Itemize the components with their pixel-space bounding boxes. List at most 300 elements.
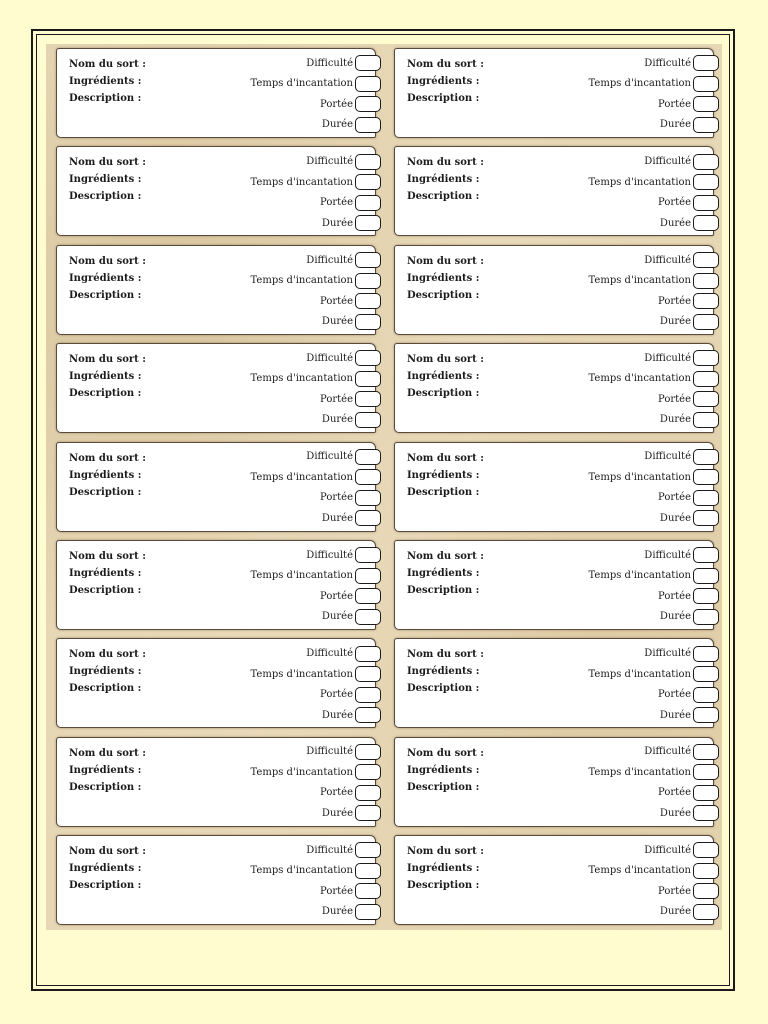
spell-card-cell — [46, 44, 384, 142]
spell-name-label: Nom du sort : — [69, 550, 146, 562]
spell-name-label: Nom du sort : — [407, 255, 484, 267]
casting-time-row — [513, 172, 713, 193]
duration-box[interactable] — [693, 707, 719, 723]
ingredients-label: Ingrédients : — [69, 469, 142, 481]
spell-name-label: Nom du sort : — [407, 747, 484, 759]
casting-time-label: Temps d'incantation — [250, 373, 353, 385]
difficulty-row — [175, 348, 375, 369]
casting-time-box[interactable] — [693, 863, 719, 879]
difficulty-box[interactable] — [693, 55, 719, 71]
spell-card-left-labels — [407, 745, 484, 796]
spell-card-cell — [46, 536, 384, 634]
duration-box[interactable] — [355, 707, 381, 723]
casting-time-label: Temps d'incantation — [588, 570, 691, 582]
spell-card-right-fields — [513, 447, 713, 529]
spell-card-right-fields — [175, 151, 375, 233]
spell-card-grid — [46, 44, 722, 930]
duration-row — [175, 410, 375, 431]
casting-time-row — [513, 861, 713, 882]
casting-time-box[interactable] — [693, 764, 719, 780]
casting-time-label: Temps d'incantation — [588, 766, 691, 778]
casting-time-box[interactable] — [693, 469, 719, 485]
range-row — [513, 192, 713, 213]
casting-time-label: Temps d'incantation — [250, 766, 353, 778]
range-row — [513, 881, 713, 902]
difficulty-label: Difficulté — [644, 156, 691, 168]
spell-card-cell — [384, 536, 722, 634]
spell-name-label: Nom du sort : — [69, 747, 146, 759]
duration-row — [175, 606, 375, 627]
casting-time-box[interactable] — [355, 273, 381, 289]
range-box[interactable] — [693, 195, 719, 211]
difficulty-row — [513, 348, 713, 369]
description-label: Description : — [69, 93, 142, 104]
description-label: Description : — [69, 584, 142, 596]
duration-box[interactable] — [693, 805, 719, 821]
range-label: Portée — [320, 492, 353, 504]
casting-time-box[interactable] — [693, 174, 719, 190]
spell-card-cell — [384, 831, 722, 929]
duration-box[interactable] — [693, 510, 719, 526]
difficulty-box[interactable] — [693, 154, 719, 170]
difficulty-box[interactable] — [693, 350, 719, 366]
duration-box[interactable] — [693, 412, 719, 428]
casting-time-box[interactable] — [693, 371, 719, 387]
spell-card-cell — [384, 44, 722, 142]
difficulty-row — [175, 250, 375, 271]
casting-time-row — [175, 172, 375, 193]
spell-name-label: Nom du sort : — [69, 846, 146, 858]
range-label: Portée — [658, 98, 691, 110]
casting-time-box[interactable] — [693, 273, 719, 289]
duration-label: Durée — [659, 906, 691, 918]
ingredients-label: Ingrédients : — [69, 764, 142, 776]
casting-time-label: Temps d'incantation — [588, 275, 691, 287]
casting-time-box[interactable] — [693, 76, 719, 92]
ingredients-label: Ingrédients : — [69, 863, 142, 875]
spell-card-right-fields — [175, 742, 375, 824]
spell-card-left-labels — [407, 548, 484, 599]
parchment-sheet — [46, 44, 722, 930]
difficulty-box[interactable] — [693, 252, 719, 268]
range-label: Portée — [320, 590, 353, 602]
range-box[interactable] — [355, 195, 381, 211]
duration-label: Durée — [321, 512, 353, 524]
difficulty-label: Difficulté — [306, 549, 353, 561]
ingredients-label: Ingrédients : — [407, 76, 480, 87]
duration-box[interactable] — [355, 510, 381, 526]
difficulty-box[interactable] — [355, 55, 381, 71]
duration-label: Durée — [659, 709, 691, 721]
difficulty-label: Difficulté — [644, 352, 691, 364]
spell-card-cell — [384, 241, 722, 339]
spell-card-cell — [384, 634, 722, 732]
range-row — [175, 389, 375, 410]
difficulty-box[interactable] — [355, 547, 381, 563]
spell-card — [394, 835, 714, 925]
casting-time-row — [175, 467, 375, 488]
spell-card-left-labels — [407, 56, 484, 107]
spell-card-right-fields — [175, 447, 375, 529]
casting-time-row — [175, 861, 375, 882]
difficulty-row — [513, 250, 713, 271]
ingredients-label: Ingrédients : — [407, 764, 480, 776]
difficulty-box[interactable] — [355, 350, 381, 366]
duration-label: Durée — [659, 119, 691, 131]
casting-time-row — [513, 369, 713, 390]
spell-card-right-fields — [513, 643, 713, 725]
difficulty-row — [513, 840, 713, 861]
spell-card-right-fields — [513, 250, 713, 332]
range-row — [513, 94, 713, 115]
spell-card-left-labels — [407, 253, 484, 304]
duration-row — [175, 508, 375, 529]
casting-time-row — [175, 664, 375, 685]
range-box[interactable] — [355, 687, 381, 703]
range-label: Portée — [658, 492, 691, 504]
casting-time-box[interactable] — [355, 863, 381, 879]
spell-card-cell — [46, 241, 384, 339]
spell-card-cell — [46, 733, 384, 831]
difficulty-row — [175, 643, 375, 664]
difficulty-box[interactable] — [355, 842, 381, 858]
casting-time-label: Temps d'incantation — [250, 865, 353, 877]
spell-name-label: Nom du sort : — [407, 354, 484, 366]
spell-card — [394, 48, 714, 138]
duration-label: Durée — [321, 611, 353, 623]
range-row — [175, 192, 375, 213]
spell-name-label: Nom du sort : — [407, 452, 484, 464]
casting-time-row — [513, 664, 713, 685]
duration-box[interactable] — [355, 412, 381, 428]
spell-card-right-fields — [513, 545, 713, 627]
difficulty-row — [513, 643, 713, 664]
spell-card-cell — [46, 142, 384, 240]
duration-label: Durée — [659, 611, 691, 623]
duration-box[interactable] — [355, 215, 381, 231]
range-row — [175, 488, 375, 509]
range-row — [513, 684, 713, 705]
duration-box[interactable] — [693, 609, 719, 625]
casting-time-box[interactable] — [355, 371, 381, 387]
difficulty-box[interactable] — [355, 449, 381, 465]
spell-card-left-labels — [407, 351, 484, 402]
difficulty-box[interactable] — [355, 744, 381, 760]
spell-card — [56, 442, 376, 532]
spell-card — [56, 343, 376, 433]
spell-card-right-fields — [513, 53, 713, 135]
spell-card-right-fields — [513, 348, 713, 430]
spell-card-cell — [46, 339, 384, 437]
casting-time-box[interactable] — [355, 469, 381, 485]
duration-box[interactable] — [355, 609, 381, 625]
difficulty-box[interactable] — [693, 449, 719, 465]
spell-card-right-fields — [175, 643, 375, 725]
range-label: Portée — [658, 787, 691, 799]
casting-time-label: Temps d'incantation — [588, 78, 691, 90]
spell-name-label: Nom du sort : — [407, 157, 484, 169]
difficulty-row — [513, 447, 713, 468]
ingredients-label: Ingrédients : — [407, 666, 480, 678]
description-label: Description : — [69, 781, 142, 793]
duration-box[interactable] — [693, 117, 719, 133]
difficulty-label: Difficulté — [644, 648, 691, 660]
difficulty-label: Difficulté — [644, 549, 691, 561]
duration-box[interactable] — [355, 805, 381, 821]
casting-time-label: Temps d'incantation — [588, 668, 691, 680]
casting-time-label: Temps d'incantation — [250, 78, 353, 90]
casting-time-row — [513, 467, 713, 488]
casting-time-label: Temps d'incantation — [588, 471, 691, 483]
difficulty-row — [513, 53, 713, 74]
casting-time-row — [175, 369, 375, 390]
description-label: Description : — [407, 93, 480, 104]
description-label: Description : — [407, 584, 480, 596]
duration-row — [513, 410, 713, 431]
range-label: Portée — [320, 689, 353, 701]
casting-time-box[interactable] — [693, 568, 719, 584]
difficulty-box[interactable] — [693, 842, 719, 858]
duration-label: Durée — [321, 807, 353, 819]
spell-name-label: Nom du sort : — [407, 649, 484, 661]
casting-time-box[interactable] — [693, 666, 719, 682]
duration-row — [175, 213, 375, 234]
range-row — [175, 881, 375, 902]
spell-card — [394, 442, 714, 532]
spell-card-right-fields — [175, 53, 375, 135]
casting-time-box[interactable] — [355, 666, 381, 682]
range-row — [513, 291, 713, 312]
spell-card-right-fields — [175, 840, 375, 922]
ingredients-label: Ingrédients : — [69, 666, 142, 678]
spell-card — [394, 638, 714, 728]
casting-time-box[interactable] — [355, 568, 381, 584]
range-box[interactable] — [693, 391, 719, 407]
duration-box[interactable] — [693, 314, 719, 330]
duration-box[interactable] — [355, 904, 381, 920]
ingredients-label: Ingrédients : — [407, 863, 480, 875]
description-label: Description : — [69, 388, 142, 400]
spell-name-label: Nom du sort : — [407, 550, 484, 562]
casting-time-row — [175, 762, 375, 783]
spell-card-left-labels — [69, 253, 146, 304]
range-label: Portée — [320, 98, 353, 110]
spell-card-left-labels — [407, 843, 484, 894]
difficulty-row — [175, 742, 375, 763]
casting-time-box[interactable] — [355, 174, 381, 190]
spell-card-cell — [384, 142, 722, 240]
difficulty-box[interactable] — [355, 154, 381, 170]
range-label: Portée — [658, 295, 691, 307]
spell-name-label: Nom du sort : — [69, 157, 146, 169]
difficulty-row — [175, 840, 375, 861]
spell-card-right-fields — [513, 840, 713, 922]
spell-name-label: Nom du sort : — [69, 452, 146, 464]
difficulty-label: Difficulté — [306, 746, 353, 758]
casting-time-label: Temps d'incantation — [588, 373, 691, 385]
duration-label: Durée — [321, 414, 353, 426]
duration-row — [175, 115, 375, 136]
spell-card-left-labels — [69, 351, 146, 402]
range-box[interactable] — [355, 588, 381, 604]
ingredients-label: Ingrédients : — [407, 272, 480, 284]
spell-card-left-labels — [69, 154, 146, 205]
difficulty-label: Difficulté — [306, 648, 353, 660]
spell-card-right-fields — [513, 151, 713, 233]
range-box[interactable] — [355, 883, 381, 899]
difficulty-label: Difficulté — [644, 451, 691, 463]
range-row — [513, 586, 713, 607]
description-label: Description : — [69, 486, 142, 498]
difficulty-box[interactable] — [355, 646, 381, 662]
spell-name-label: Nom du sort : — [69, 649, 146, 661]
description-label: Description : — [407, 486, 480, 498]
spell-card — [56, 48, 376, 138]
range-box[interactable] — [693, 96, 719, 112]
casting-time-label: Temps d'incantation — [250, 275, 353, 287]
description-label: Description : — [69, 683, 142, 695]
ingredients-label: Ingrédients : — [407, 469, 480, 481]
casting-time-row — [513, 565, 713, 586]
range-box[interactable] — [355, 96, 381, 112]
difficulty-row — [513, 545, 713, 566]
range-box[interactable] — [355, 293, 381, 309]
spell-card — [394, 737, 714, 827]
range-row — [175, 783, 375, 804]
duration-box[interactable] — [355, 117, 381, 133]
range-label: Portée — [320, 393, 353, 405]
spell-card — [394, 343, 714, 433]
spell-name-label: Nom du sort : — [69, 255, 146, 267]
range-box[interactable] — [355, 490, 381, 506]
duration-label: Durée — [321, 217, 353, 229]
range-row — [513, 488, 713, 509]
difficulty-box[interactable] — [355, 252, 381, 268]
range-label: Portée — [320, 295, 353, 307]
difficulty-label: Difficulté — [306, 254, 353, 266]
difficulty-label: Difficulté — [306, 844, 353, 856]
range-row — [513, 389, 713, 410]
spell-card — [394, 540, 714, 630]
difficulty-label: Difficulté — [644, 746, 691, 758]
duration-row — [175, 705, 375, 726]
duration-box[interactable] — [693, 904, 719, 920]
ingredients-label: Ingrédients : — [69, 174, 142, 186]
spell-card-left-labels — [69, 548, 146, 599]
duration-label: Durée — [659, 512, 691, 524]
spell-card-left-labels — [69, 56, 146, 107]
range-box[interactable] — [355, 785, 381, 801]
spell-card-cell — [384, 438, 722, 536]
spell-card — [56, 245, 376, 335]
spell-name-label: Nom du sort : — [407, 846, 484, 858]
duration-box[interactable] — [355, 314, 381, 330]
range-box[interactable] — [355, 391, 381, 407]
spell-name-label: Nom du sort : — [69, 59, 146, 70]
range-row — [513, 783, 713, 804]
casting-time-box[interactable] — [355, 764, 381, 780]
range-label: Portée — [658, 197, 691, 209]
difficulty-row — [175, 447, 375, 468]
difficulty-label: Difficulté — [306, 156, 353, 168]
spell-card-right-fields — [175, 250, 375, 332]
duration-row — [513, 705, 713, 726]
ingredients-label: Ingrédients : — [407, 174, 480, 186]
difficulty-row — [513, 151, 713, 172]
difficulty-box[interactable] — [693, 547, 719, 563]
difficulty-label: Difficulté — [306, 451, 353, 463]
difficulty-row — [175, 151, 375, 172]
ingredients-label: Ingrédients : — [69, 272, 142, 284]
spell-card-right-fields — [175, 348, 375, 430]
range-label: Portée — [658, 689, 691, 701]
spell-name-label: Nom du sort : — [407, 59, 484, 70]
ingredients-label: Ingrédients : — [407, 371, 480, 383]
difficulty-row — [175, 53, 375, 74]
difficulty-box[interactable] — [693, 744, 719, 760]
spell-card — [56, 146, 376, 236]
casting-time-row — [513, 762, 713, 783]
difficulty-label: Difficulté — [644, 844, 691, 856]
range-box[interactable] — [693, 883, 719, 899]
casting-time-row — [513, 270, 713, 291]
ingredients-label: Ingrédients : — [69, 371, 142, 383]
range-box[interactable] — [693, 293, 719, 309]
difficulty-box[interactable] — [693, 646, 719, 662]
range-box[interactable] — [693, 490, 719, 506]
duration-row — [513, 508, 713, 529]
duration-label: Durée — [659, 217, 691, 229]
difficulty-label: Difficulté — [644, 254, 691, 266]
duration-row — [513, 902, 713, 923]
duration-row — [513, 213, 713, 234]
range-label: Portée — [658, 393, 691, 405]
spell-card-cell — [384, 339, 722, 437]
duration-label: Durée — [659, 807, 691, 819]
spell-card-left-labels — [407, 450, 484, 501]
duration-label: Durée — [659, 316, 691, 328]
casting-time-row — [513, 74, 713, 95]
range-box[interactable] — [693, 785, 719, 801]
spell-card — [56, 737, 376, 827]
range-label: Portée — [658, 590, 691, 602]
duration-box[interactable] — [693, 215, 719, 231]
description-label: Description : — [69, 191, 142, 203]
spell-card-cell — [46, 438, 384, 536]
duration-row — [513, 803, 713, 824]
duration-label: Durée — [321, 316, 353, 328]
spell-card — [56, 540, 376, 630]
casting-time-label: Temps d'incantation — [588, 176, 691, 188]
range-box[interactable] — [693, 588, 719, 604]
spell-name-label: Nom du sort : — [69, 354, 146, 366]
casting-time-box[interactable] — [355, 76, 381, 92]
spell-card-left-labels — [407, 646, 484, 697]
spell-card-left-labels — [69, 745, 146, 796]
spell-card-right-fields — [513, 742, 713, 824]
duration-row — [513, 311, 713, 332]
description-label: Description : — [407, 388, 480, 400]
range-box[interactable] — [693, 687, 719, 703]
difficulty-row — [513, 742, 713, 763]
casting-time-row — [175, 270, 375, 291]
spell-card — [56, 638, 376, 728]
spell-card-right-fields — [175, 545, 375, 627]
range-label: Portée — [658, 885, 691, 897]
spell-card-left-labels — [69, 646, 146, 697]
range-label: Portée — [320, 197, 353, 209]
duration-label: Durée — [659, 414, 691, 426]
